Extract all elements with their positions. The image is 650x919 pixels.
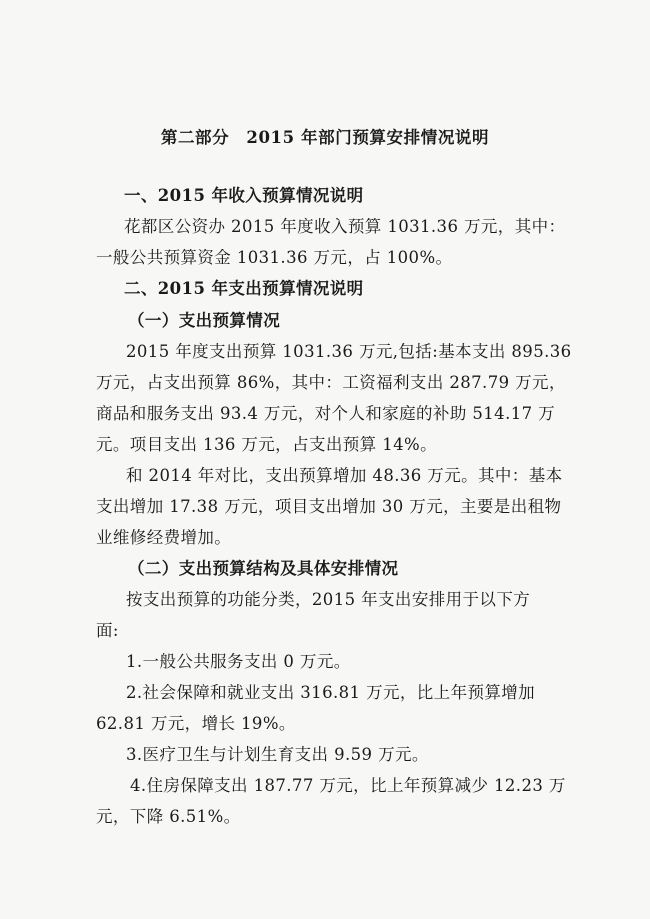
document-title: 第二部分 2015 年部门预算安排情况说明	[160, 128, 490, 147]
list-item-3: 3.医疗卫生与计划生育支出 9.59 万元。	[126, 745, 429, 764]
subsection-heading-structure: （二）支出预算结构及具体安排情况	[128, 559, 399, 578]
paragraph-line: 花都区公资办 2015 年度收入预算 1031.36 万元，其中：	[124, 217, 566, 236]
paragraph-line: 和 2014 年对比，支出预算增加 48.36 万元。其中：基本	[126, 466, 563, 485]
list-item-1: 1.一般公共服务支出 0 万元。	[126, 652, 351, 671]
paragraph-line: 按支出预算的功能分类，2015 年支出安排用于以下方	[126, 590, 531, 609]
section-heading-income: 一、2015 年收入预算情况说明	[124, 186, 364, 205]
paragraph-line: 2015 年度支出预算 1031.36 万元,包括:基本支出 895.36	[126, 342, 572, 361]
list-item-2: 2.社会保障和就业支出 316.81 万元，比上年预算增加	[126, 683, 536, 702]
paragraph-line: 元。项目支出 136 万元，占支出预算 14%。	[96, 435, 438, 454]
paragraph-line: 面:	[96, 621, 119, 640]
list-item-4-continued: 元，下降 6.51%。	[96, 807, 241, 826]
subsection-heading-overview: （一）支出预算情况	[128, 311, 281, 330]
paragraph-line: 业维修经费增加。	[96, 528, 232, 547]
paragraph-line: 支出增加 17.38 万元，项目支出增加 30 万元，主要是出租物	[96, 497, 562, 516]
list-item-4: 4.住房保障支出 187.77 万元，比上年预算减少 12.23 万	[130, 776, 566, 795]
paragraph-line: 一般公共预算资金 1031.36 万元，占 100%。	[96, 248, 453, 267]
list-item-2-continued: 62.81 万元，增长 19%。	[96, 714, 296, 733]
section-heading-expenditure: 二、2015 年支出预算情况说明	[124, 279, 364, 298]
paragraph-line: 万元，占支出预算 86%，其中：工资福利支出 287.79 万元，	[96, 373, 566, 392]
paragraph-line: 商品和服务支出 93.4 万元，对个人和家庭的补助 514.17 万	[96, 404, 556, 423]
